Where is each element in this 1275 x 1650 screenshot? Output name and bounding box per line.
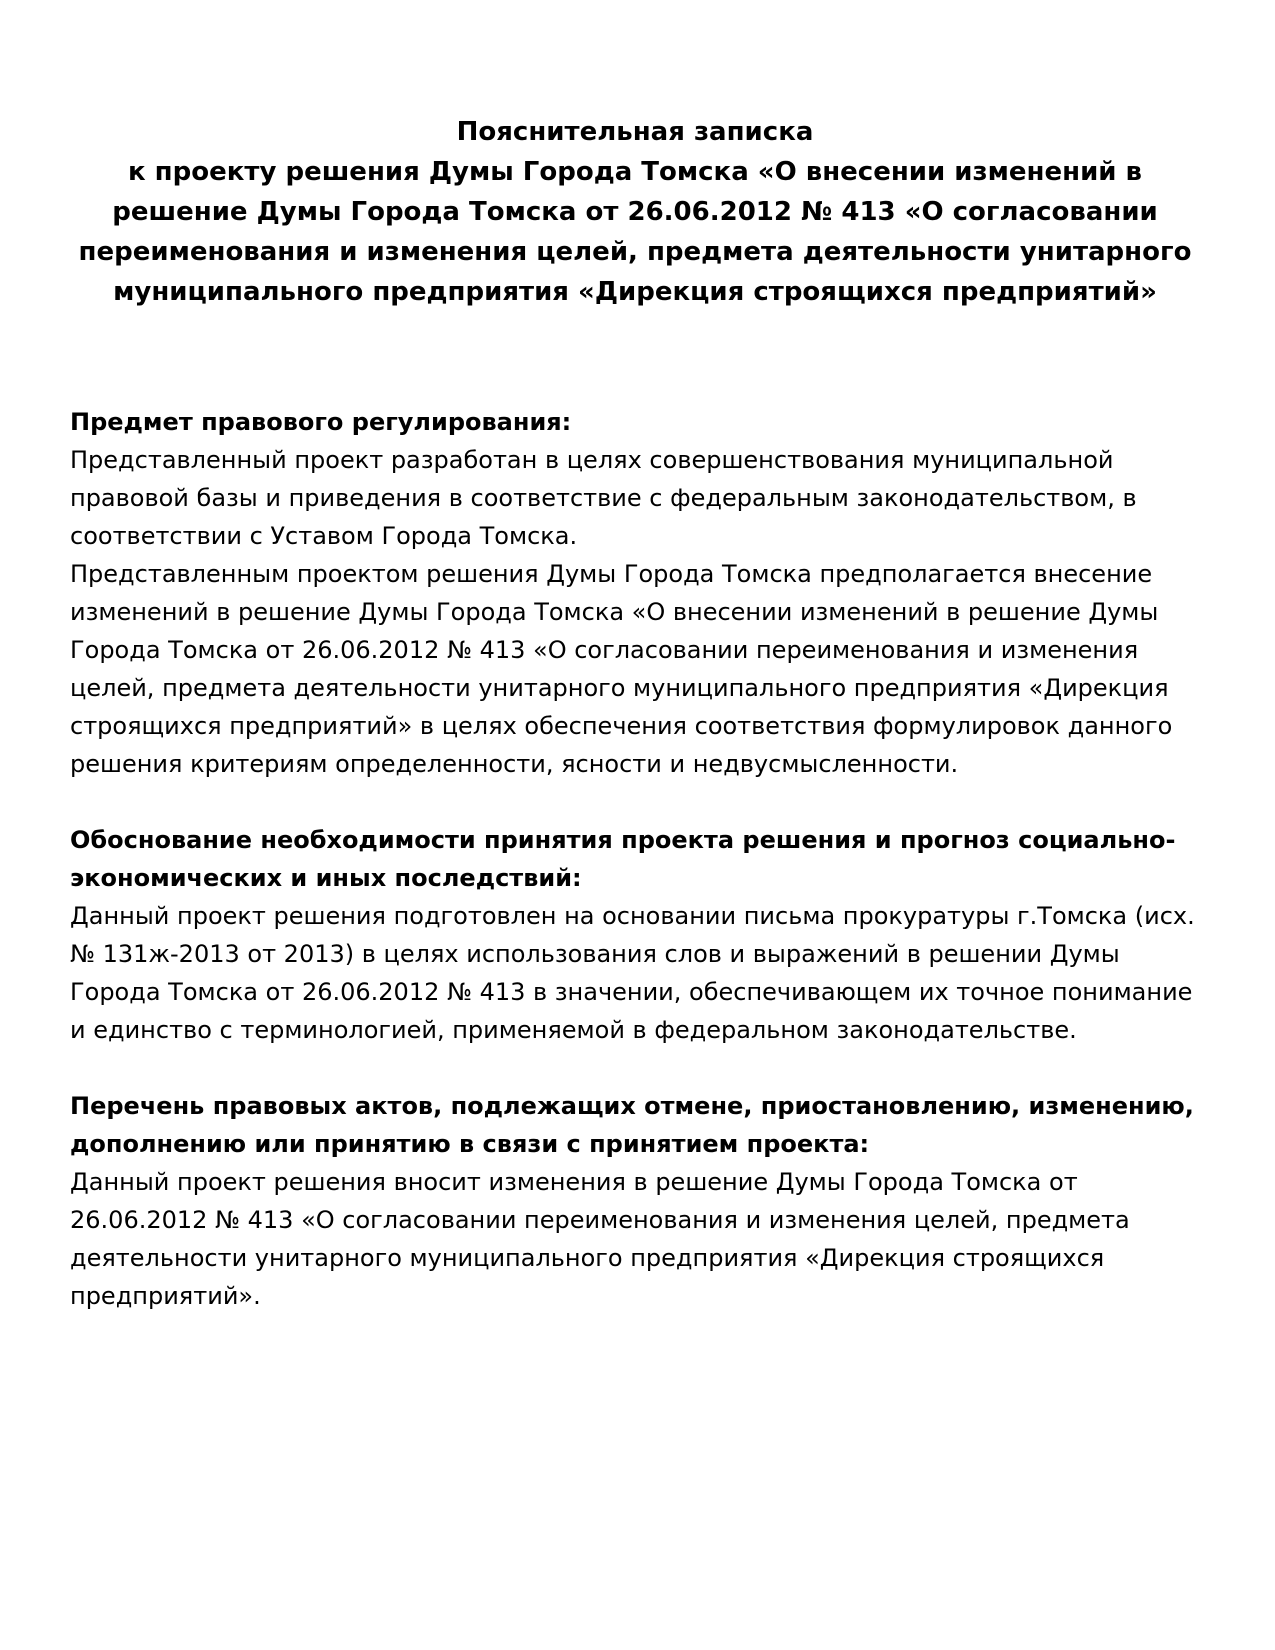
section-justification xyxy=(70,821,1210,1049)
paragraph: Данный проект решения подготовлен на основании письма прокуратуры г.Томска (исх.№ 131ж-2013 от 2013) в целях использования слов и выражений в решении Думы Города Томска от 26.06.2012 № 413 в значении, обеспечивающем их точное понимание и единство с терминологией, применяемой в федеральном законодательстве. xyxy=(70,902,1195,1044)
paragraph: Представленным проектом решения Думы Города Томска предполагается внесение изменений в решение Думы Города Томска «О внесении изменений в решение Думы Города Томска от 26.06.2012 № 413 «О согласовании переименования и изменения целей, предмета деятельности унитарного муниципального предприятия «Дирекция строящихся предприятий» в целях обеспечения соответствия формулировок данного решения критериям определенности, ясности и недвусмысленности. xyxy=(70,560,1173,778)
paragraph: Данный проект решения вносит изменения в решение Думы Города Томска от 26.06.2012 № 413 «О согласовании переименования и изменения целей, предмета деятельности унитарного муниципального предприятия «Дирекция строящихся предприятий». xyxy=(70,1168,1130,1310)
document-title: Пояснительная записка xyxy=(456,117,814,147)
section-heading: Перечень правовых актов, подлежащих отмене, приостановлению, изменению, дополнению или принятию в связи с принятием проекта: xyxy=(70,1092,1194,1158)
section-heading: Предмет правового регулирования: xyxy=(70,408,572,436)
section-heading: Обоснование необходимости принятия проекта решения и прогноз социально-экономических и иных последствий: xyxy=(70,826,1176,892)
document-title-block xyxy=(70,112,1200,312)
document-body xyxy=(70,403,1210,1353)
section-legal-regulation-subject xyxy=(70,403,1210,783)
section-affected-acts xyxy=(70,1087,1210,1315)
document-subtitle: к проекту решения Думы Города Томска «О внесении изменений в решение Думы Города Томска от 26.06.2012 № 413 «О согласовании переименования и изменения целей, предмета деятельности унитарного муниципального предприятия «Дирекция строящихся предприятий» xyxy=(78,157,1192,307)
paragraph: Представленный проект разработан в целях совершенствования муниципальной правовой базы и приведения в соответствие с федеральным законодательством, в соответствии с Уставом Города Томска. xyxy=(70,446,1137,550)
